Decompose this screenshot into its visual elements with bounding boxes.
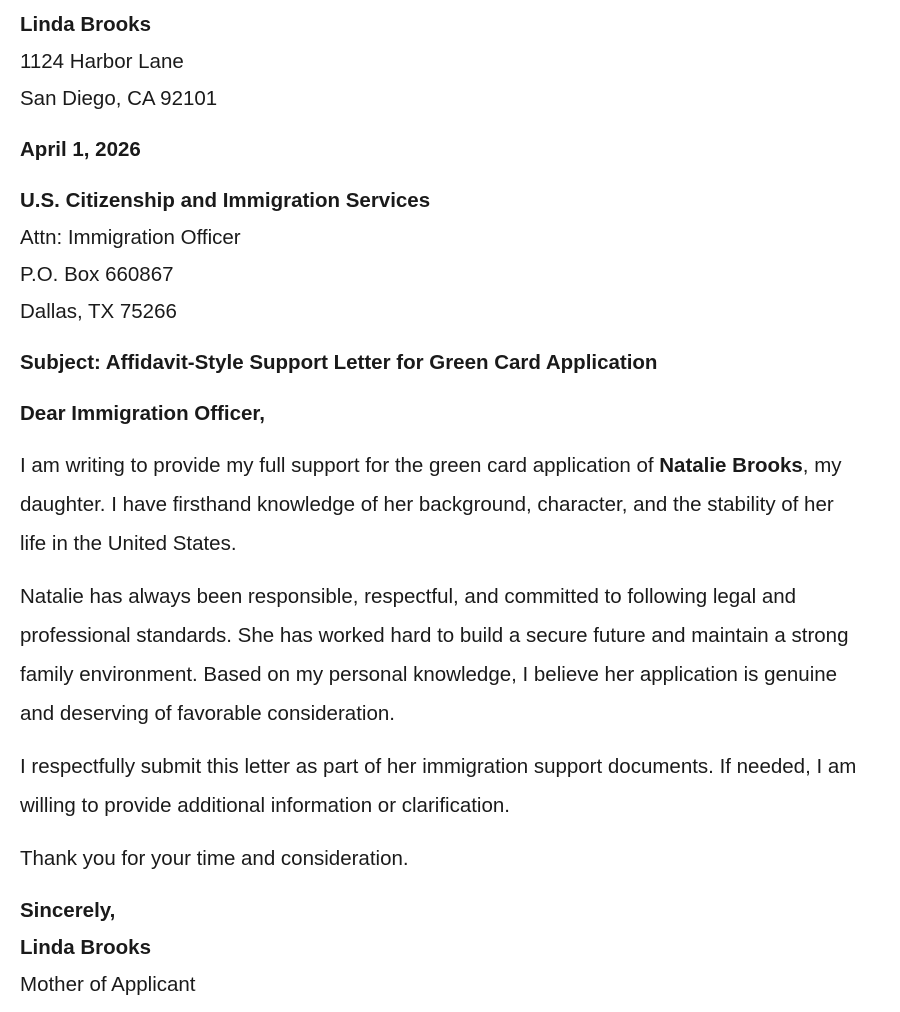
letter-date: April 1, 2026 (20, 138, 141, 161)
paragraph-1-text-before-bold: I am writing to provide my full support for the green card application of (20, 454, 660, 477)
recipient-address-block (20, 182, 880, 330)
closing-block (20, 892, 880, 1003)
recipient-organization: U.S. Citizenship and Immigration Services (20, 189, 431, 212)
sender-street-address: 1124 Harbor Lane (20, 50, 184, 73)
body-paragraph-1 (20, 446, 858, 563)
sender-address-block (20, 6, 880, 117)
subject-line: Subject: Affidavit-Style Support Letter for Green Card Application (20, 351, 658, 374)
body-paragraph-2: Natalie has always been responsible, respectful, and committed to following legal and professional standards. She has worked hard to build a secure future and maintain a strong family environment. Based on my personal knowledge, I believe her application is genuine and deserving of favorable consideration. (20, 585, 849, 725)
applicant-name-bold: Natalie Brooks (659, 454, 803, 477)
salutation: Dear Immigration Officer, (20, 402, 265, 425)
body-paragraph-4: Thank you for your time and consideration. (20, 847, 409, 870)
paragraph-1-text-after-bold: , my daughter. I have firsthand knowledge of her background, character, and the stability of her life in the United States. (20, 454, 842, 555)
date-block (20, 131, 880, 168)
body-paragraph-3: I respectfully submit this letter as part of her immigration support documents. If needed, I am willing to provide additional information or clarification. (20, 755, 857, 817)
sender-name: Linda Brooks (20, 13, 151, 36)
sender-city-state-zip: San Diego, CA 92101 (20, 87, 218, 110)
signer-name: Linda Brooks (20, 936, 151, 959)
recipient-attention-line: Attn: Immigration Officer (20, 226, 241, 249)
valediction: Sincerely, (20, 899, 116, 922)
recipient-po-box: P.O. Box 660867 (20, 263, 174, 286)
recipient-city-state-zip: Dallas, TX 75266 (20, 300, 177, 323)
signer-relationship: Mother of Applicant (20, 973, 196, 996)
